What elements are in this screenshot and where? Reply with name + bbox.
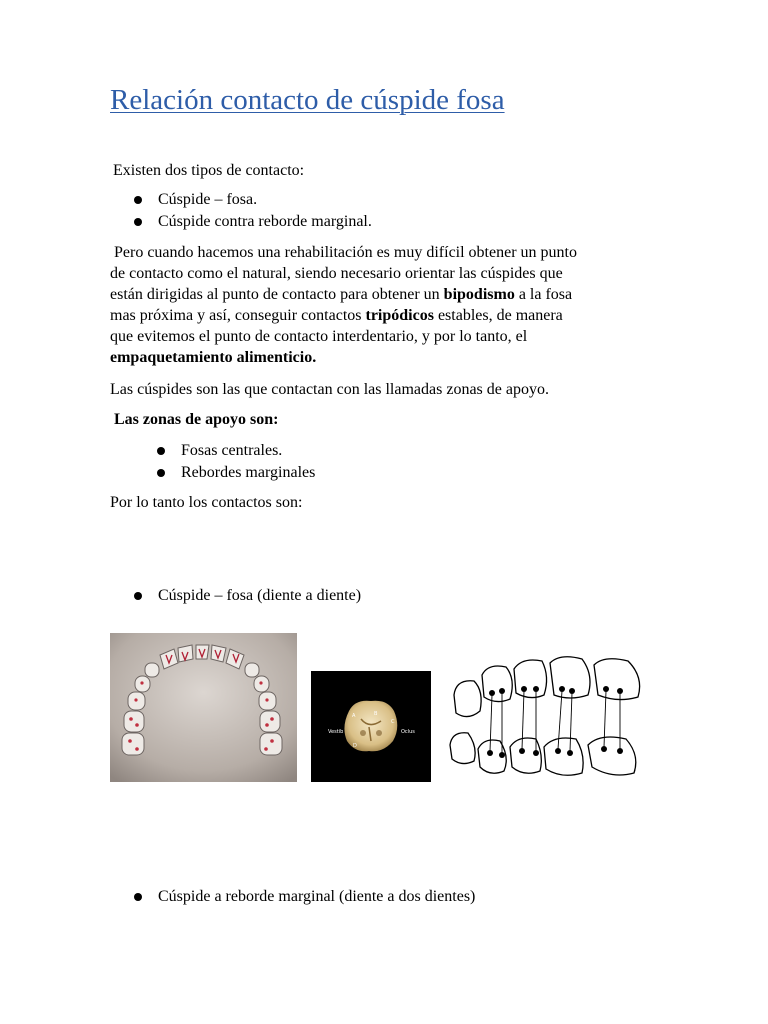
para-line: mas próxima y así, conseguir contactos tripódicos estables, de manera [110,307,563,324]
list-item: Fosas centrales. [157,440,315,462]
intro-text: Existen dos tipos de contacto: [113,162,305,179]
contacto-1-list [134,585,361,607]
molar-label: Oclus [401,729,415,735]
para-line: de contacto como el natural, siendo necesario orientar las cúspides que [110,265,563,282]
molar-occlusal-image [311,671,431,782]
para-line: Pero cuando hacemos una rehabilitación es muy difícil obtener un punto [114,244,577,261]
list-item: Cúspide – fosa. [134,189,372,211]
rehab-paragraph [110,242,646,368]
molar-label: Vestib [328,729,344,735]
bold-term: tripódicos [365,307,434,324]
zonas-list [157,440,315,483]
molar-label: B [374,711,378,717]
bold-term: empaquetamiento alimenticio. [110,349,317,366]
dental-arch-image [110,633,297,782]
molar-label: D [353,743,357,749]
contactos-intro: Por lo tanto los contactos son: [110,494,303,511]
para-line [110,347,646,368]
molar-label: C [391,719,395,725]
para-line: están dirigidas al punto de contacto para obtener un bipodismo a la fosa [110,286,573,303]
list-item: Cúspide a reborde marginal (diente a dos dientes) [134,886,475,908]
zonas-heading: Las zonas de apoyo son: [114,411,279,428]
molar-label: A [352,713,356,719]
zonas-sentence: Las cúspides son las que contactan con las llamadas zonas de apoyo. [110,381,549,398]
list-item: Cúspide contra reborde marginal. [134,211,372,233]
page-title: Relación contacto de cúspide fosa [110,84,505,116]
bold-term: bipodismo [443,286,515,303]
list-item: Rebordes marginales [157,462,315,484]
occlusion-diagram-image [444,655,648,782]
contacto-2-list [134,886,475,908]
list-item: Cúspide – fosa (diente a diente) [134,585,361,607]
para-line: que evitemos el punto de contacto interdentario, y por lo tanto, el [110,328,528,345]
contact-types-list [134,189,372,232]
